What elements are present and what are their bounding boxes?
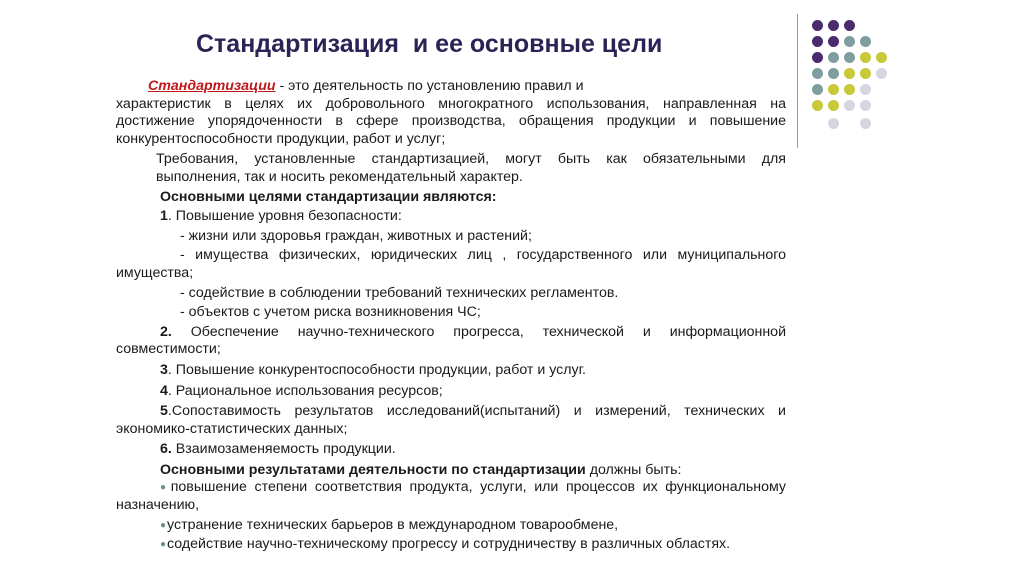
- bullet-icon: ●: [160, 519, 167, 531]
- results-heading: [116, 462, 786, 480]
- decorative-dot: [812, 36, 823, 47]
- decorative-dot: [828, 68, 839, 79]
- decorative-dot: [844, 36, 855, 47]
- decorative-dot: [860, 100, 871, 111]
- decorative-dot: [860, 68, 871, 79]
- vertical-divider: [797, 14, 798, 148]
- goal-3-number: 3: [160, 361, 168, 378]
- decorative-dot: [860, 84, 871, 95]
- results-heading-rest: должны быть:: [585, 461, 682, 478]
- result-item: [116, 479, 786, 514]
- goal-2: [116, 324, 786, 359]
- decorative-dot: [860, 52, 871, 63]
- goal-4-text: . Рациональное использования ресурсов;: [167, 382, 443, 399]
- goal-4-number: 4: [160, 382, 168, 399]
- decorative-dot: [812, 68, 823, 79]
- result-item: [116, 536, 786, 554]
- decorative-dot: [812, 100, 823, 111]
- result-item-text: устранение технических барьеров в международном товарообмене,: [167, 516, 619, 533]
- goal-3-text: . Повышение конкурентоспособности продукции, работ и услуг.: [167, 361, 586, 378]
- decorative-dot: [828, 100, 839, 111]
- goal-1-item: [116, 247, 786, 282]
- goal-1-text: . Повышение уровня безопасности:: [167, 208, 402, 225]
- slide-body: [116, 78, 786, 554]
- goal-2-number: 2.: [160, 323, 172, 340]
- decorative-dot: [844, 68, 855, 79]
- decorative-dot: [828, 20, 839, 31]
- decorative-dot: [844, 100, 855, 111]
- decorative-dot: [828, 118, 839, 129]
- goal-6-text: Взаимозаменяемость продукции.: [171, 441, 396, 458]
- goal-5: [116, 403, 786, 438]
- goal-1: [116, 208, 786, 226]
- decorative-dot-grid: [812, 20, 892, 140]
- goal-5-number: 5: [160, 403, 168, 420]
- slide-title: Стандартизация и ее основные цели: [196, 30, 663, 58]
- decorative-dot: [876, 68, 887, 79]
- definition-term: Стандартизации: [148, 78, 276, 94]
- bullet-icon: ●: [160, 482, 170, 494]
- goal-1-number: 1: [160, 208, 168, 225]
- definition-body: характеристик в целях их добровольного многократного использования, направленная на достижение упорядоченности в сфере производства, обращения продукции и повышение конкурентоспособности продукции, работ и услуг;: [116, 95, 786, 147]
- decorative-dot: [812, 20, 823, 31]
- decorative-dot: [860, 36, 871, 47]
- goal-2-text: Обеспечение научно-технического прогресса, технической и информационной совместимости;: [116, 323, 786, 358]
- decorative-dot: [844, 20, 855, 31]
- requirements-text: Требования, установленные стандартизацией, могут быть как обязательными для выполнения, так и носить рекомендательный характер.: [156, 151, 786, 185]
- goal-1-item: - содействие в соблюдении требований технических регламентов.: [180, 284, 619, 301]
- goal-1-item: - объектов с учетом риска возникновения ЧС;: [180, 304, 481, 321]
- results-heading-bold: Основными результатами деятельности по стандартизации: [160, 461, 586, 478]
- result-item: [116, 517, 786, 535]
- requirements-paragraph: [116, 151, 786, 186]
- decorative-dot: [828, 84, 839, 95]
- goal-1-item: - жизни или здоровья граждан, животных и растений;: [180, 227, 532, 244]
- decorative-dot: [812, 84, 823, 95]
- decorative-dot: [844, 52, 855, 63]
- definition-paragraph: [116, 78, 786, 96]
- goals-heading-text: Основными целями стандартизации являются:: [160, 188, 497, 205]
- decorative-dot: [860, 118, 871, 129]
- goal-6: [116, 441, 786, 459]
- decorative-dot: [844, 84, 855, 95]
- definition-line1: - это деятельность по установлению правил и: [275, 78, 584, 94]
- decorative-dot: [876, 52, 887, 63]
- result-item-text: содействие научно-техническому прогрессу и сотрудничеству в различных областях.: [167, 536, 731, 553]
- bullet-icon: ●: [160, 539, 167, 551]
- decorative-dot: [828, 52, 839, 63]
- goal-6-number: 6.: [160, 441, 172, 458]
- goals-heading: [116, 189, 786, 207]
- result-item-text: повышение степени соответствия продукта, услуги, или процессов их функциональному назначению,: [116, 479, 786, 514]
- goal-4: [116, 383, 786, 401]
- decorative-dot: [828, 36, 839, 47]
- goal-5-text: .Сопоставимость результатов исследований(испытаний) и измерений, технических и экономико-статистических данных;: [116, 403, 786, 437]
- goal-1-item-text: - имущества физических, юридических лиц , государственного или муниципального имущества;: [116, 247, 786, 281]
- decorative-dot: [812, 52, 823, 63]
- goal-3: [116, 362, 786, 380]
